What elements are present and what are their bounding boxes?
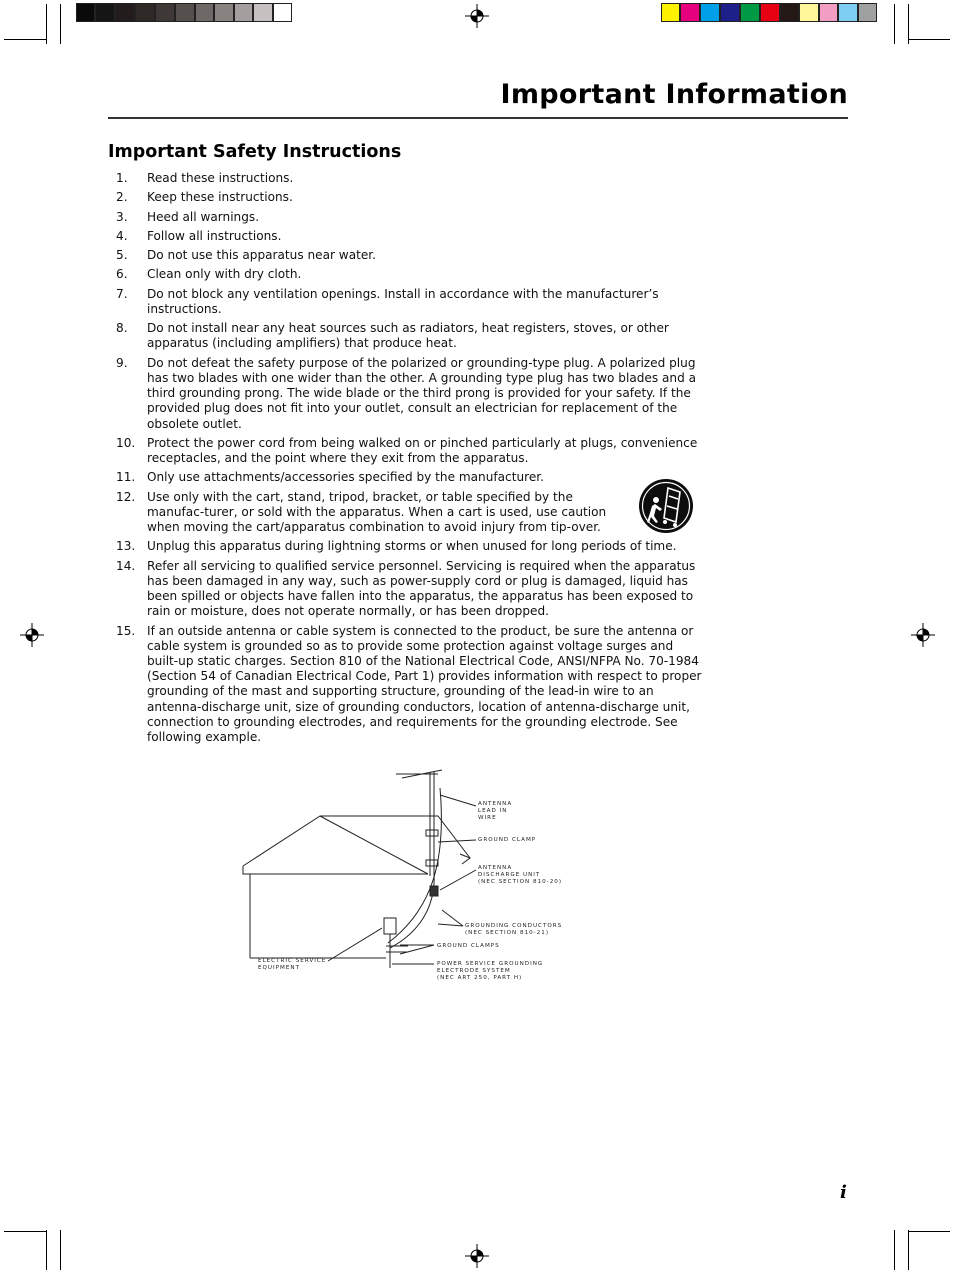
color-swatch	[740, 3, 760, 22]
list-item	[116, 436, 706, 466]
label-discharge-unit: ANTENNA	[478, 865, 513, 871]
crop-mark	[46, 4, 47, 44]
label-grounding-conductors: GROUNDING CONDUCTORS	[465, 923, 563, 929]
antenna-grounding-diagram	[238, 768, 578, 988]
crop-mark	[4, 1231, 46, 1232]
safety-instructions-list	[116, 171, 706, 749]
item-text: Do not block any ventilation openings. Install in accordance with the manufacturer’s instructions.	[147, 286, 659, 316]
item-number: 13.	[116, 539, 136, 554]
label-electric-service: EQUIPMENT	[258, 965, 301, 971]
item-text: Follow all instructions.	[147, 228, 282, 243]
list-item	[116, 287, 706, 317]
registration-mark-icon	[465, 4, 489, 28]
item-number: 4.	[116, 228, 128, 243]
item-number: 3.	[116, 209, 128, 224]
list-item	[116, 356, 706, 432]
color-swatch	[780, 3, 799, 22]
item-text: Use only with the cart, stand, tripod, bracket, or table specified by the manufac-turer, or sold with the apparatus. When a cart is used, use caution when moving the cart/apparatus combination to avoid injury from tip-over.	[147, 489, 607, 535]
item-number: 10.	[116, 435, 136, 450]
item-number: 2.	[116, 190, 128, 205]
gray-swatch	[175, 3, 195, 22]
crop-mark	[908, 1230, 909, 1270]
item-text: Do not use this apparatus near water.	[147, 248, 377, 263]
page-number: i	[840, 1182, 847, 1203]
color-swatch	[838, 3, 858, 22]
label-electric-service: ELECTRIC SERVICE	[258, 958, 327, 964]
list-item	[116, 624, 706, 746]
registration-mark-icon	[20, 623, 44, 647]
crop-mark	[4, 39, 46, 40]
list-item	[116, 229, 706, 244]
gray-swatch	[253, 3, 273, 22]
gray-swatch	[273, 3, 292, 22]
label-ground-clamps: GROUND CLAMPS	[437, 943, 500, 949]
list-item	[116, 559, 706, 620]
item-text: Protect the power cord from being walked on or pinched particularly at plugs, convenience receptacles, and the point where they exit from the apparatus.	[147, 435, 698, 466]
header-rule	[108, 117, 848, 119]
label-power-grounding: ELECTRODE SYSTEM	[437, 968, 511, 974]
label-antenna-lead-in: ANTENNA	[478, 801, 513, 807]
label-antenna-lead-in: WIRE	[478, 815, 497, 821]
crop-mark	[894, 1230, 895, 1270]
gray-swatch	[155, 3, 175, 22]
item-number: 8.	[116, 321, 128, 336]
list-item	[116, 470, 706, 485]
item-text: Unplug this apparatus during lightning storms or when unused for long periods of time.	[147, 539, 677, 554]
item-text: Clean only with dry cloth.	[147, 267, 302, 282]
label-grounding-conductors: (NEC SECTION 810-21)	[465, 930, 550, 936]
color-swatch	[819, 3, 838, 22]
list-item	[116, 248, 706, 263]
list-item	[116, 171, 706, 186]
item-number: 14.	[116, 558, 136, 573]
gray-swatch	[234, 3, 253, 22]
color-swatch	[858, 3, 877, 22]
item-number: 11.	[116, 470, 136, 485]
gray-swatch	[135, 3, 155, 22]
list-item	[116, 321, 706, 351]
crop-mark	[60, 4, 61, 44]
gray-swatch	[195, 3, 214, 22]
crop-mark	[908, 39, 950, 40]
list-item	[116, 210, 706, 225]
gray-swatch	[214, 3, 234, 22]
cart-tip-over-warning-icon	[638, 478, 694, 534]
list-item	[116, 539, 706, 554]
section-title: Important Safety Instructions	[108, 142, 402, 162]
crop-mark	[46, 1230, 47, 1270]
crop-mark	[60, 1230, 61, 1270]
registration-mark-icon	[465, 1244, 489, 1268]
color-swatch	[661, 3, 680, 22]
list-item	[116, 267, 706, 282]
color-swatch	[760, 3, 780, 22]
crop-mark	[908, 4, 909, 44]
page-title: Important Information	[500, 79, 848, 110]
label-discharge-unit: DISCHARGE UNIT	[478, 872, 541, 878]
item-number: 12.	[116, 489, 136, 504]
item-text: Only use attachments/accessories specified by the manufacturer.	[147, 470, 544, 485]
item-text: Refer all servicing to qualified service personnel. Servicing is required when the apparatus has been damaged in any way, such as power-supply cord or plug is damaged, liquid has been spilled or objects have fallen into the apparatus, the apparatus has been exposed to rain or moisture, does not operate normally, or has been dropped.	[147, 558, 696, 619]
gray-swatch	[76, 3, 95, 22]
registration-mark-icon	[911, 623, 935, 647]
gray-swatch	[115, 3, 135, 22]
item-number: 15.	[116, 623, 136, 638]
item-text: Do not install near any heat sources such as radiators, heat registers, stoves, or other apparatus (including amplifiers) that produce heat.	[147, 321, 669, 351]
label-power-grounding: POWER SERVICE GROUNDING	[437, 961, 544, 967]
label-discharge-unit: (NEC SECTION 810-20)	[478, 879, 563, 885]
item-number: 1.	[116, 171, 128, 185]
item-number: 6.	[116, 267, 128, 282]
item-text: Keep these instructions.	[147, 190, 293, 205]
item-number: 7.	[116, 286, 128, 301]
label-ground-clamp: GROUND CLAMP	[478, 837, 537, 843]
item-text: Read these instructions.	[147, 171, 294, 185]
label-power-grounding: (NEC ART 250, PART H)	[437, 975, 523, 981]
item-number: 9.	[116, 355, 128, 370]
label-antenna-lead-in: LEAD IN	[478, 808, 508, 814]
item-number: 5.	[116, 248, 128, 263]
crop-mark	[894, 4, 895, 44]
color-swatch	[799, 3, 819, 22]
item-text: If an outside antenna or cable system is connected to the product, be sure the antenna or cable system is grounded so as to provide some protection against voltage surges and built-up static charges. Section 810 of the National Electrical Code, ANSI/NFPA No. 70-1984 (Section 54 of Canadian Electrical Code, Part 1) provides information with respect to proper grounding of the mast and supporting structure, grounding of the lead-in wire to an antenna-discharge unit, size of grounding conductors, location of antenna-discharge unit, connection to grounding electrodes, and requirements for the grounding electrode. See following example.	[147, 623, 702, 745]
crop-mark	[908, 1231, 950, 1232]
color-swatch	[720, 3, 740, 22]
color-bar	[661, 0, 877, 24]
color-swatch	[680, 3, 700, 22]
item-text: Heed all warnings.	[147, 209, 260, 224]
grayscale-bar	[76, 0, 292, 24]
item-text: Do not defeat the safety purpose of the polarized or grounding-type plug. A polarized plug has two blades with one wider than the other. A grounding type plug has two blades and a third grounding prong. The wide blade or the third prong is provided for your safety. If the provided plug does not fit into your outlet, consult an electrician for replacement of the obsolete outlet.	[147, 355, 697, 431]
list-item	[116, 490, 706, 536]
list-item	[116, 190, 706, 205]
gray-swatch	[95, 3, 115, 22]
color-swatch	[700, 3, 720, 22]
